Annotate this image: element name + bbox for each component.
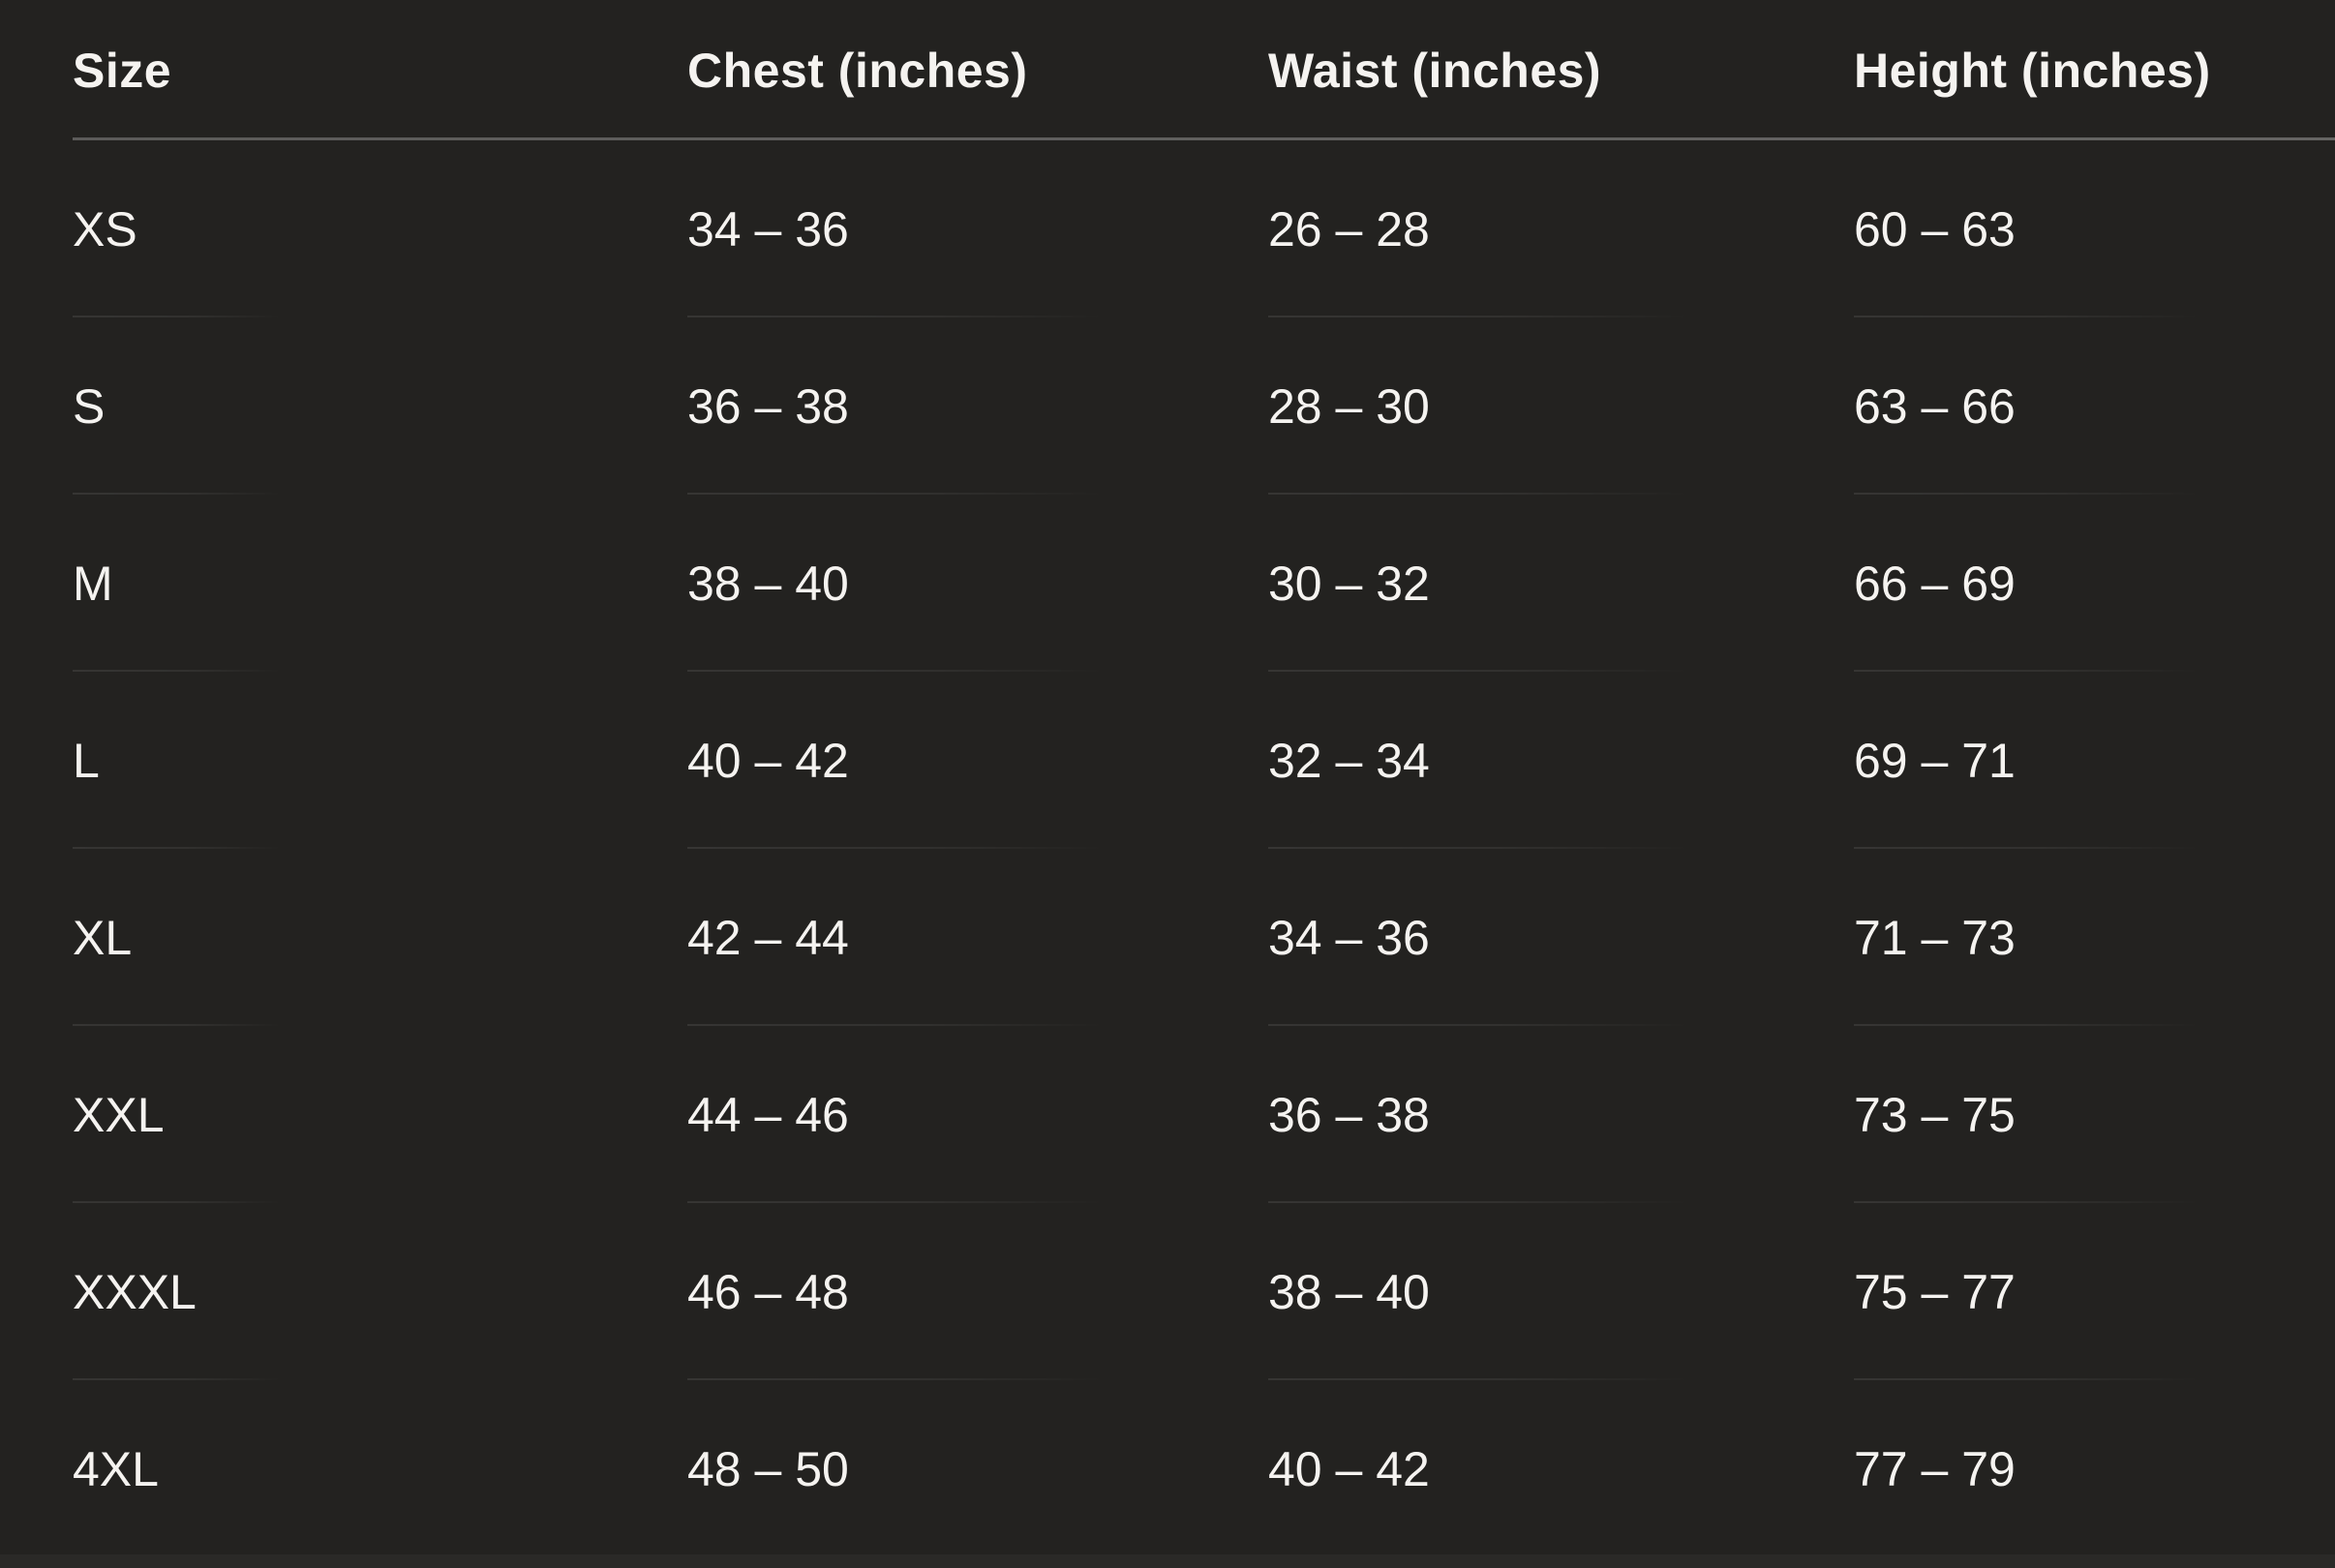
cell-size: XXXL xyxy=(73,1203,687,1380)
cell-waist: 36 – 38 xyxy=(1268,1026,1854,1203)
cell-waist: 32 – 34 xyxy=(1268,672,1854,849)
cell-waist: 34 – 36 xyxy=(1268,849,1854,1026)
cell-chest: 34 – 36 xyxy=(687,140,1268,317)
cell-chest: 38 – 40 xyxy=(687,495,1268,672)
cell-height: 66 – 69 xyxy=(1854,495,2335,672)
cell-height: 69 – 71 xyxy=(1854,672,2335,849)
column-header-chest: Chest (inches) xyxy=(687,43,1028,98)
table-row-xs xyxy=(73,140,2335,317)
table-row-l xyxy=(73,672,2335,849)
table-row-4xl xyxy=(73,1380,2335,1557)
cell-size: XL xyxy=(73,849,687,1026)
cell-size: XXL xyxy=(73,1026,687,1203)
cell-height: 77 – 79 xyxy=(1854,1441,2016,1496)
cell-chest: 46 – 48 xyxy=(687,1203,1268,1380)
cell-chest: 42 – 44 xyxy=(687,849,1268,1026)
cell-height: 75 – 77 xyxy=(1854,1203,2335,1380)
cell-chest: 36 – 38 xyxy=(687,317,1268,495)
cell-size: 4XL xyxy=(73,1441,159,1496)
cell-waist: 28 – 30 xyxy=(1268,317,1854,495)
column-header-waist: Waist (inches) xyxy=(1268,43,1602,98)
cell-size: S xyxy=(73,317,687,495)
table-row-xxl xyxy=(73,1026,2335,1203)
cell-height: 73 – 75 xyxy=(1854,1026,2335,1203)
cell-chest: 48 – 50 xyxy=(687,1441,849,1496)
cell-waist: 30 – 32 xyxy=(1268,495,1854,672)
table-header-row xyxy=(73,0,2335,140)
bottom-edge-strip xyxy=(0,1554,2335,1568)
cell-height: 71 – 73 xyxy=(1854,849,2335,1026)
table-row-m xyxy=(73,495,2335,672)
cell-chest: 40 – 42 xyxy=(687,672,1268,849)
column-header-height: Height (inches) xyxy=(1854,43,2211,98)
table-row-s xyxy=(73,317,2335,495)
cell-height: 60 – 63 xyxy=(1854,140,2335,317)
cell-waist: 38 – 40 xyxy=(1268,1203,1854,1380)
column-header-size: Size xyxy=(73,43,172,98)
table-row-xl xyxy=(73,849,2335,1026)
cell-waist: 26 – 28 xyxy=(1268,140,1854,317)
cell-height: 63 – 66 xyxy=(1854,317,2335,495)
cell-size: XS xyxy=(73,140,687,317)
table-row-xxxl xyxy=(73,1203,2335,1380)
cell-size: M xyxy=(73,495,687,672)
cell-chest: 44 – 46 xyxy=(687,1026,1268,1203)
cell-waist: 40 – 42 xyxy=(1268,1441,1430,1496)
cell-size: L xyxy=(73,672,687,849)
